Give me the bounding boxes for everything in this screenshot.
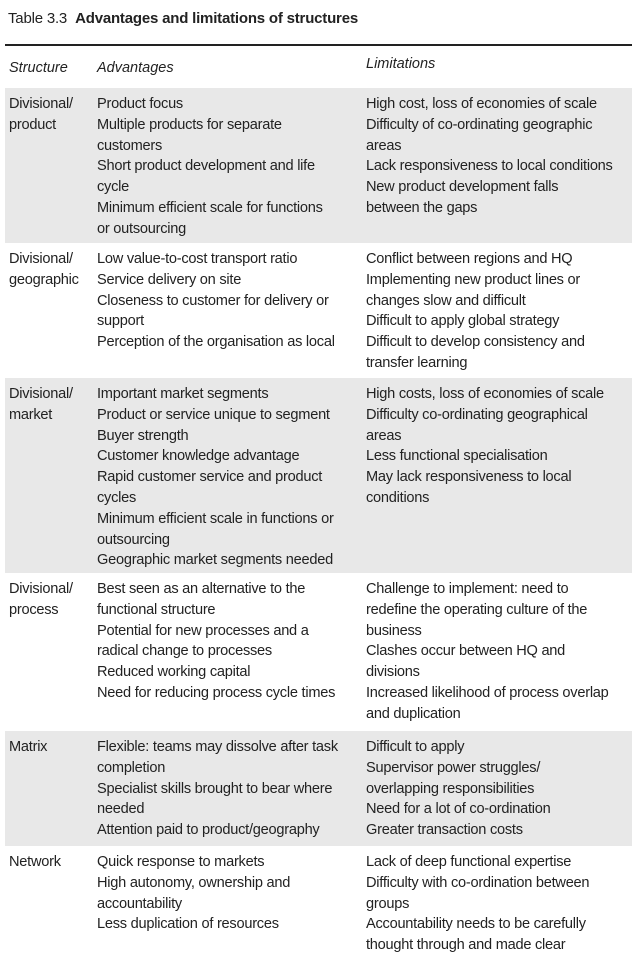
advantages-line: cycle — [97, 179, 129, 196]
limitations-line: Difficulty of co-ordinating geographic — [366, 116, 593, 133]
advantages-line: Multiple products for separate — [97, 116, 282, 133]
limitations-cell — [366, 737, 630, 841]
limitations-cell — [366, 249, 630, 374]
advantages-line: Closeness to customer for delivery or — [97, 292, 329, 309]
table-title — [8, 10, 358, 27]
limitations-line: May lack responsiveness to local — [366, 469, 572, 486]
limitations-cell — [366, 579, 630, 725]
structure-cell — [9, 94, 95, 136]
advantages-line: Low value-to-cost transport ratio — [97, 251, 298, 267]
advantages-cell — [97, 579, 365, 704]
advantages-line: radical change to processes — [97, 643, 272, 660]
advantages-cell — [97, 384, 365, 571]
limitations-line: thought through and made clear — [366, 937, 566, 954]
advantages-line: cycles — [97, 489, 137, 506]
advantages-line: Quick response to markets — [97, 854, 265, 870]
limitations-line: Challenge to implement: need to — [366, 581, 569, 597]
advantages-line: Product focus — [97, 96, 183, 112]
advantages-line: Buyer strength — [97, 427, 189, 444]
advantages-line: High autonomy, ownership and — [97, 874, 291, 891]
limitations-line: areas — [366, 427, 402, 444]
advantages-line: Potential for new processes and a — [97, 622, 309, 639]
advantages-line: Less duplication of resources — [97, 916, 279, 933]
advantages-line: Important market segments — [97, 386, 269, 402]
advantages-cell — [97, 852, 365, 935]
advantages-line: outsourcing — [97, 531, 170, 548]
advantages-cell — [97, 249, 365, 353]
limitations-line: divisions — [366, 664, 420, 681]
table-row — [5, 378, 632, 573]
title-divider — [5, 44, 632, 46]
advantages-line: support — [97, 313, 144, 330]
advantages-line: Service delivery on site — [97, 271, 242, 288]
limitations-line: High cost, loss of economies of scale — [366, 96, 597, 112]
structure-line: process — [9, 601, 59, 618]
advantages-line: customers — [97, 137, 163, 154]
limitations-line: Supervisor power struggles/ — [366, 759, 541, 776]
advantages-line: Product or service unique to segment — [97, 406, 330, 423]
advantages-line: Geographic market segments needed — [97, 552, 333, 569]
limitations-line: groups — [366, 895, 410, 912]
limitations-line: Difficult to develop consistency and — [366, 334, 585, 351]
advantages-cell — [97, 94, 365, 240]
advantages-line: Flexible: teams may dissolve after task — [97, 739, 338, 755]
advantages-line: or outsourcing — [97, 220, 186, 237]
table-row — [5, 243, 632, 378]
limitations-line: overlapping responsibilities — [366, 780, 535, 797]
limitations-line: conditions — [366, 489, 430, 506]
structure-line: Divisional/ — [9, 581, 73, 597]
limitations-line: areas — [366, 137, 402, 154]
advantages-line: Reduced working capital — [97, 664, 251, 681]
structure-line: Divisional/ — [9, 251, 73, 267]
limitations-line: changes slow and difficult — [366, 292, 526, 309]
advantages-line: completion — [97, 759, 166, 776]
advantages-line: functional structure — [97, 601, 216, 618]
advantages-line: Best seen as an alternative to the — [97, 581, 306, 597]
structure-line: market — [9, 406, 53, 423]
structure-line: product — [9, 116, 56, 133]
table-number: Table 3.3 — [8, 10, 68, 27]
structure-line: Matrix — [9, 739, 48, 755]
limitations-cell — [366, 384, 630, 509]
table-row — [5, 573, 632, 731]
structure-line: Divisional/ — [9, 386, 73, 402]
structure-cell — [9, 737, 95, 758]
limitations-line: and duplication — [366, 705, 461, 722]
advantages-line: needed — [97, 801, 145, 818]
limitations-line: between the gaps — [366, 199, 478, 216]
limitations-line: transfer learning — [366, 354, 468, 371]
limitations-line: Lack of deep functional expertise — [366, 854, 572, 870]
advantages-line: Attention paid to product/geography — [97, 822, 320, 839]
advantages-line: Need for reducing process cycle times — [97, 684, 336, 701]
limitations-line: New product development falls — [366, 179, 559, 196]
structure-line: Divisional/ — [9, 96, 73, 112]
table-row — [5, 846, 632, 968]
table-row — [5, 731, 632, 846]
limitations-line: Need for a lot of co-ordination — [366, 801, 551, 818]
advantages-line: Short product development and life — [97, 158, 315, 175]
limitations-line: Conflict between regions and HQ — [366, 251, 573, 267]
advantages-line: Customer knowledge advantage — [97, 448, 300, 465]
structure-cell — [9, 249, 95, 291]
limitations-line: Greater transaction costs — [366, 822, 523, 839]
structure-cell — [9, 384, 95, 426]
structure-cell — [9, 579, 95, 621]
limitations-line: Difficult to apply — [366, 739, 465, 755]
limitations-line: Clashes occur between HQ and — [366, 643, 566, 660]
limitations-line: Increased likelihood of process overlap — [366, 684, 609, 701]
limitations-line: business — [366, 622, 422, 639]
structure-cell — [9, 852, 95, 873]
header-structure: Structure — [9, 60, 68, 76]
table-header — [0, 56, 638, 84]
limitations-line: Implementing new product lines or — [366, 271, 581, 288]
advantages-line: Minimum efficient scale for functions — [97, 199, 323, 216]
structure-line: geographic — [9, 271, 79, 288]
limitations-line: Accountability needs to be carefully — [366, 916, 586, 933]
limitations-line: High costs, loss of economies of scale — [366, 386, 604, 402]
header-limitations: Limitations — [366, 56, 436, 72]
limitations-line: Lack responsiveness to local conditions — [366, 158, 613, 175]
advantages-line: Specialist skills brought to bear where — [97, 780, 333, 797]
advantages-cell — [97, 737, 365, 841]
structure-line: Network — [9, 854, 61, 870]
advantages-line: Rapid customer service and product — [97, 469, 323, 486]
limitations-line: Difficulty co-ordinating geographical — [366, 406, 588, 423]
advantages-line: Minimum efficient scale in functions or — [97, 510, 334, 527]
limitations-cell — [366, 94, 630, 219]
limitations-cell — [366, 852, 630, 956]
table-caption: Advantages and limitations of structures — [75, 10, 358, 27]
limitations-line: Difficult to apply global strategy — [366, 313, 560, 330]
advantages-line: Perception of the organisation as local — [97, 334, 335, 351]
limitations-line: Less functional specialisation — [366, 448, 548, 465]
table-row — [5, 88, 632, 243]
advantages-line: accountability — [97, 895, 182, 912]
limitations-line: redefine the operating culture of the — [366, 601, 588, 618]
header-advantages: Advantages — [97, 60, 174, 76]
limitations-line: Difficulty with co-ordination between — [366, 874, 590, 891]
